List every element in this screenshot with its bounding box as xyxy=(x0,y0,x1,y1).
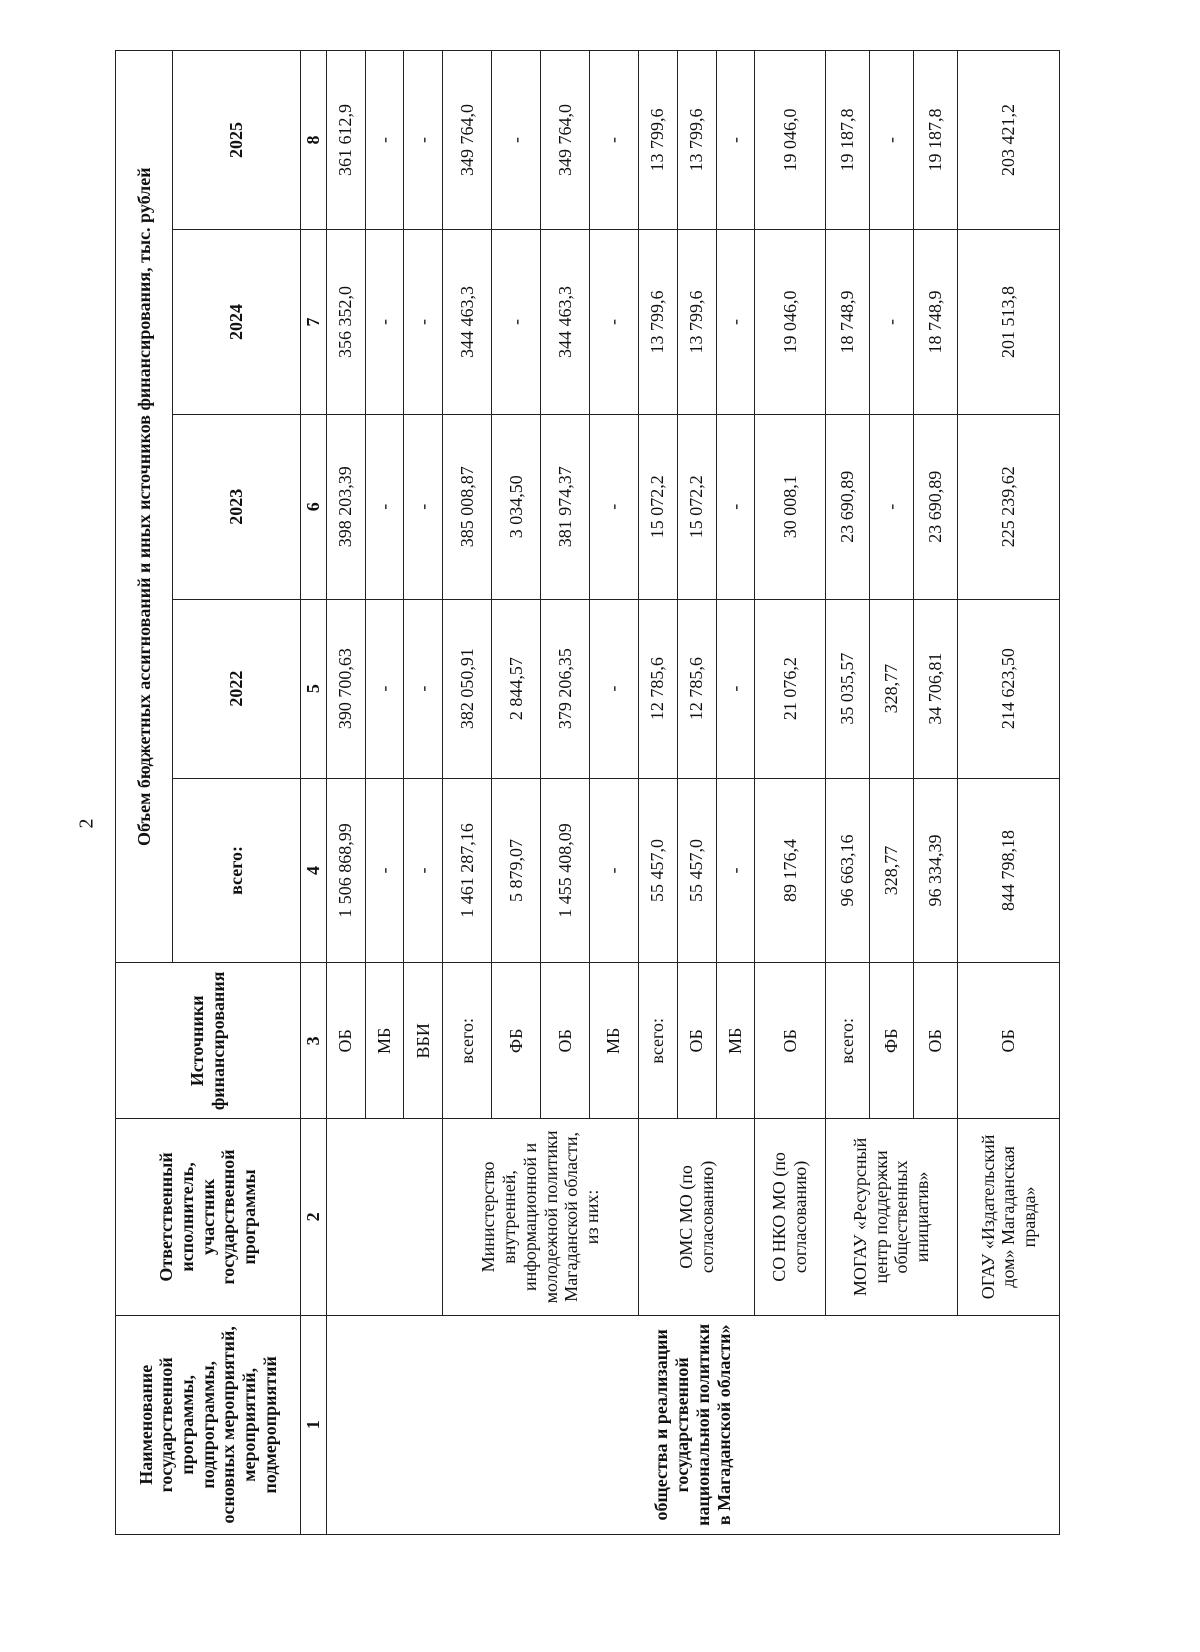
value-2022-cell: 328,77 xyxy=(869,599,913,778)
header-year-2022: 2022 xyxy=(173,599,301,778)
value-2025-cell: - xyxy=(869,51,913,230)
value-2024-cell: 356 352,0 xyxy=(326,230,365,415)
column-number: 1 xyxy=(301,1315,327,1534)
value-2025-cell: - xyxy=(716,51,755,230)
budget-table xyxy=(115,50,1060,1535)
executor-cell xyxy=(326,1119,443,1315)
value-2025-cell: 19 046,0 xyxy=(755,51,825,230)
header-row-1 xyxy=(116,51,173,1535)
value-2023-cell: - xyxy=(716,414,755,599)
table-row xyxy=(326,51,365,1535)
program-name: общества и реализации государственной национальной политики в Магаданской области» xyxy=(326,1315,1059,1534)
value-2022-cell: - xyxy=(365,599,404,778)
executor-ministry: Министерство внутренней, информационной и молодежной политики Магаданской области, из них: xyxy=(443,1119,638,1315)
total-cell: 1 506 868,99 xyxy=(326,778,365,963)
value-2022-cell: 34 706,81 xyxy=(914,599,958,778)
value-2022-cell: - xyxy=(404,599,443,778)
value-2022-cell: 12 785,6 xyxy=(677,599,716,778)
value-2024-cell: - xyxy=(716,230,755,415)
value-2025-cell: - xyxy=(365,51,404,230)
value-2025-cell: - xyxy=(404,51,443,230)
source-cell: ОБ xyxy=(326,963,365,1119)
executor-resource-center: МОГАУ «Ресурсный центр поддержки общественных инициатив» xyxy=(825,1119,958,1315)
value-2022-cell: 214 623,50 xyxy=(958,599,1060,778)
value-2024-cell: - xyxy=(365,230,404,415)
executor-so-nko: СО НКО МО (по согласованию) xyxy=(755,1119,825,1315)
value-2025-cell: 203 421,2 xyxy=(958,51,1060,230)
value-2025-cell: 361 612,9 xyxy=(326,51,365,230)
header-total: всего: xyxy=(173,778,301,963)
value-2022-cell: 2 844,57 xyxy=(492,599,541,778)
value-2024-cell: 13 799,6 xyxy=(638,230,677,415)
header-year-2025: 2025 xyxy=(173,51,301,230)
column-number: 8 xyxy=(301,51,327,230)
source-cell: ОБ xyxy=(755,963,825,1119)
total-cell: - xyxy=(404,778,443,963)
value-2023-cell: 3 034,50 xyxy=(492,414,541,599)
rotated-table-container xyxy=(115,50,1060,1535)
source-cell: ОБ xyxy=(541,963,590,1119)
executor-oms: ОМС МО (по согласованию) xyxy=(638,1119,755,1315)
source-cell: ФБ xyxy=(869,963,913,1119)
source-cell: ОБ xyxy=(958,963,1060,1119)
value-2023-cell: 385 008,87 xyxy=(443,414,492,599)
column-number: 2 xyxy=(301,1119,327,1315)
total-cell: 89 176,4 xyxy=(755,778,825,963)
value-2023-cell: 23 690,89 xyxy=(914,414,958,599)
total-cell: - xyxy=(716,778,755,963)
value-2025-cell: 13 799,6 xyxy=(677,51,716,230)
value-2024-cell: - xyxy=(492,230,541,415)
value-2023-cell: 381 974,37 xyxy=(541,414,590,599)
header-col-volume: Объем бюджетных ассигнований и иных источников финансирования, тыс. рублей xyxy=(116,51,173,963)
executor-publishing-house: ОГАУ «Издательский дом» Магаданская правда» xyxy=(958,1119,1060,1315)
value-2025-cell: - xyxy=(589,51,638,230)
source-cell: ВБИ xyxy=(404,963,443,1119)
value-2025-cell: 13 799,6 xyxy=(638,51,677,230)
table-row xyxy=(443,51,492,1535)
value-2023-cell: - xyxy=(869,414,913,599)
value-2022-cell: - xyxy=(716,599,755,778)
value-2023-cell: - xyxy=(589,414,638,599)
total-cell: 328,77 xyxy=(869,778,913,963)
value-2023-cell: 398 203,39 xyxy=(326,414,365,599)
source-cell: ФБ xyxy=(492,963,541,1119)
total-cell: 844 798,18 xyxy=(958,778,1060,963)
value-2025-cell: 19 187,8 xyxy=(825,51,869,230)
source-cell: МБ xyxy=(716,963,755,1119)
column-number-row xyxy=(301,51,327,1535)
total-cell: 96 334,39 xyxy=(914,778,958,963)
header-col-source: Источники финансирования xyxy=(116,963,301,1119)
value-2023-cell: 225 239,62 xyxy=(958,414,1060,599)
table-row xyxy=(958,51,1060,1535)
column-number: 4 xyxy=(301,778,327,963)
value-2022-cell: - xyxy=(589,599,638,778)
value-2025-cell: 19 187,8 xyxy=(914,51,958,230)
value-2024-cell: 18 748,9 xyxy=(825,230,869,415)
column-number: 5 xyxy=(301,599,327,778)
source-cell: всего: xyxy=(638,963,677,1119)
page-number: 2 xyxy=(75,818,98,829)
column-number: 7 xyxy=(301,230,327,415)
column-number: 6 xyxy=(301,414,327,599)
total-cell: - xyxy=(589,778,638,963)
value-2024-cell: - xyxy=(589,230,638,415)
total-cell: 55 457,0 xyxy=(638,778,677,963)
value-2024-cell: 19 046,0 xyxy=(755,230,825,415)
source-cell: ОБ xyxy=(914,963,958,1119)
value-2023-cell: 15 072,2 xyxy=(677,414,716,599)
total-cell: 5 879,07 xyxy=(492,778,541,963)
header-col-executor: Ответственный исполнитель, участник государственной программы xyxy=(116,1119,301,1315)
header-year-2024: 2024 xyxy=(173,230,301,415)
total-cell: 96 663,16 xyxy=(825,778,869,963)
total-cell: 55 457,0 xyxy=(677,778,716,963)
table-row xyxy=(638,51,677,1535)
table-row xyxy=(825,51,869,1535)
value-2022-cell: 12 785,6 xyxy=(638,599,677,778)
value-2025-cell: - xyxy=(492,51,541,230)
source-cell: МБ xyxy=(589,963,638,1119)
source-cell: всего: xyxy=(443,963,492,1119)
value-2024-cell: 13 799,6 xyxy=(677,230,716,415)
value-2022-cell: 21 076,2 xyxy=(755,599,825,778)
table-row xyxy=(755,51,825,1535)
value-2024-cell: 344 463,3 xyxy=(541,230,590,415)
table-rotation-wrapper xyxy=(115,50,1060,1535)
source-cell: всего: xyxy=(825,963,869,1119)
value-2024-cell: 18 748,9 xyxy=(914,230,958,415)
column-number: 3 xyxy=(301,963,327,1119)
header-year-2023: 2023 xyxy=(173,414,301,599)
source-cell: МБ xyxy=(365,963,404,1119)
value-2022-cell: 379 206,35 xyxy=(541,599,590,778)
value-2024-cell: - xyxy=(404,230,443,415)
value-2025-cell: 349 764,0 xyxy=(443,51,492,230)
value-2024-cell: 344 463,3 xyxy=(443,230,492,415)
total-cell: 1 455 408,09 xyxy=(541,778,590,963)
value-2022-cell: 390 700,63 xyxy=(326,599,365,778)
value-2022-cell: 382 050,91 xyxy=(443,599,492,778)
header-col-name: Наименование государственной программы, подпрограммы, основных мероприятий, мероприятий, подмероприятий xyxy=(116,1315,301,1534)
value-2022-cell: 35 035,57 xyxy=(825,599,869,778)
value-2024-cell: 201 513,8 xyxy=(958,230,1060,415)
total-cell: 1 461 287,16 xyxy=(443,778,492,963)
total-cell: - xyxy=(365,778,404,963)
value-2023-cell: 23 690,89 xyxy=(825,414,869,599)
value-2024-cell: - xyxy=(869,230,913,415)
value-2023-cell: - xyxy=(365,414,404,599)
value-2023-cell: 30 008,1 xyxy=(755,414,825,599)
value-2023-cell: 15 072,2 xyxy=(638,414,677,599)
value-2023-cell: - xyxy=(404,414,443,599)
source-cell: ОБ xyxy=(677,963,716,1119)
value-2025-cell: 349 764,0 xyxy=(541,51,590,230)
